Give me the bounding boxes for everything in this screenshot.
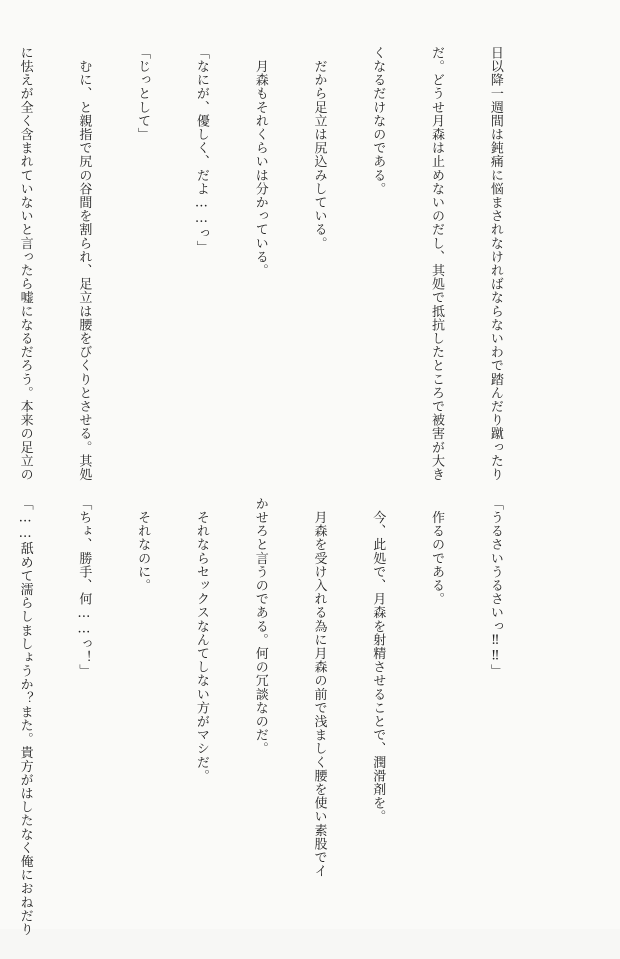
top-text-block [17,46,544,482]
text-line: それならセックスなんてしない方がマシだ。 [193,497,209,783]
text-line: 日以降一週間は鈍痛に悩まされなければならないわで踏んだり蹴ったり [487,46,503,482]
text-line: 今、此処で、月森を射精させることで、潤滑剤を。 [370,497,386,824]
bottom-text-block [17,497,544,937]
text-line: それなのに。 [135,497,151,593]
text-line: くなるだけなのである。 [370,46,386,196]
text-line: 月森もそれくらいは分かっている。 [252,46,268,278]
text-line: に怯えが全く含まれていないと言ったら嘘になるだろう。本来の足立の [17,46,33,482]
text-line: 「うるさいうるさいっ‼‼」 [487,497,503,678]
text-line: むに、と親指で尻の谷間を割られ、足立は腰をびくりとさせる。其処 [76,46,92,482]
text-line: 「じっとして」 [135,46,151,142]
text-line: 「なにが、優しく、だよ……っ」 [193,46,209,254]
text-line: 作るのである。 [429,497,445,606]
text-line: だから足立は尻込みしている。 [311,46,327,250]
text-line: だ。どうせ月森は止めないのだし、其処で抵抗したところで被害が大き [429,46,445,482]
text-line: 「ちょ、勝手、何……っ！」 [76,497,92,678]
text-line: 「……舐めて濡らしましょうか？また。貴方がはしたなく俺におねだり [17,497,33,937]
text-line: かせろと言うのである。何の冗談なのだ。 [252,497,268,756]
text-line: 月森を受け入れる為に月森の前で浅ましく腰を使い素股でイ [311,497,327,878]
